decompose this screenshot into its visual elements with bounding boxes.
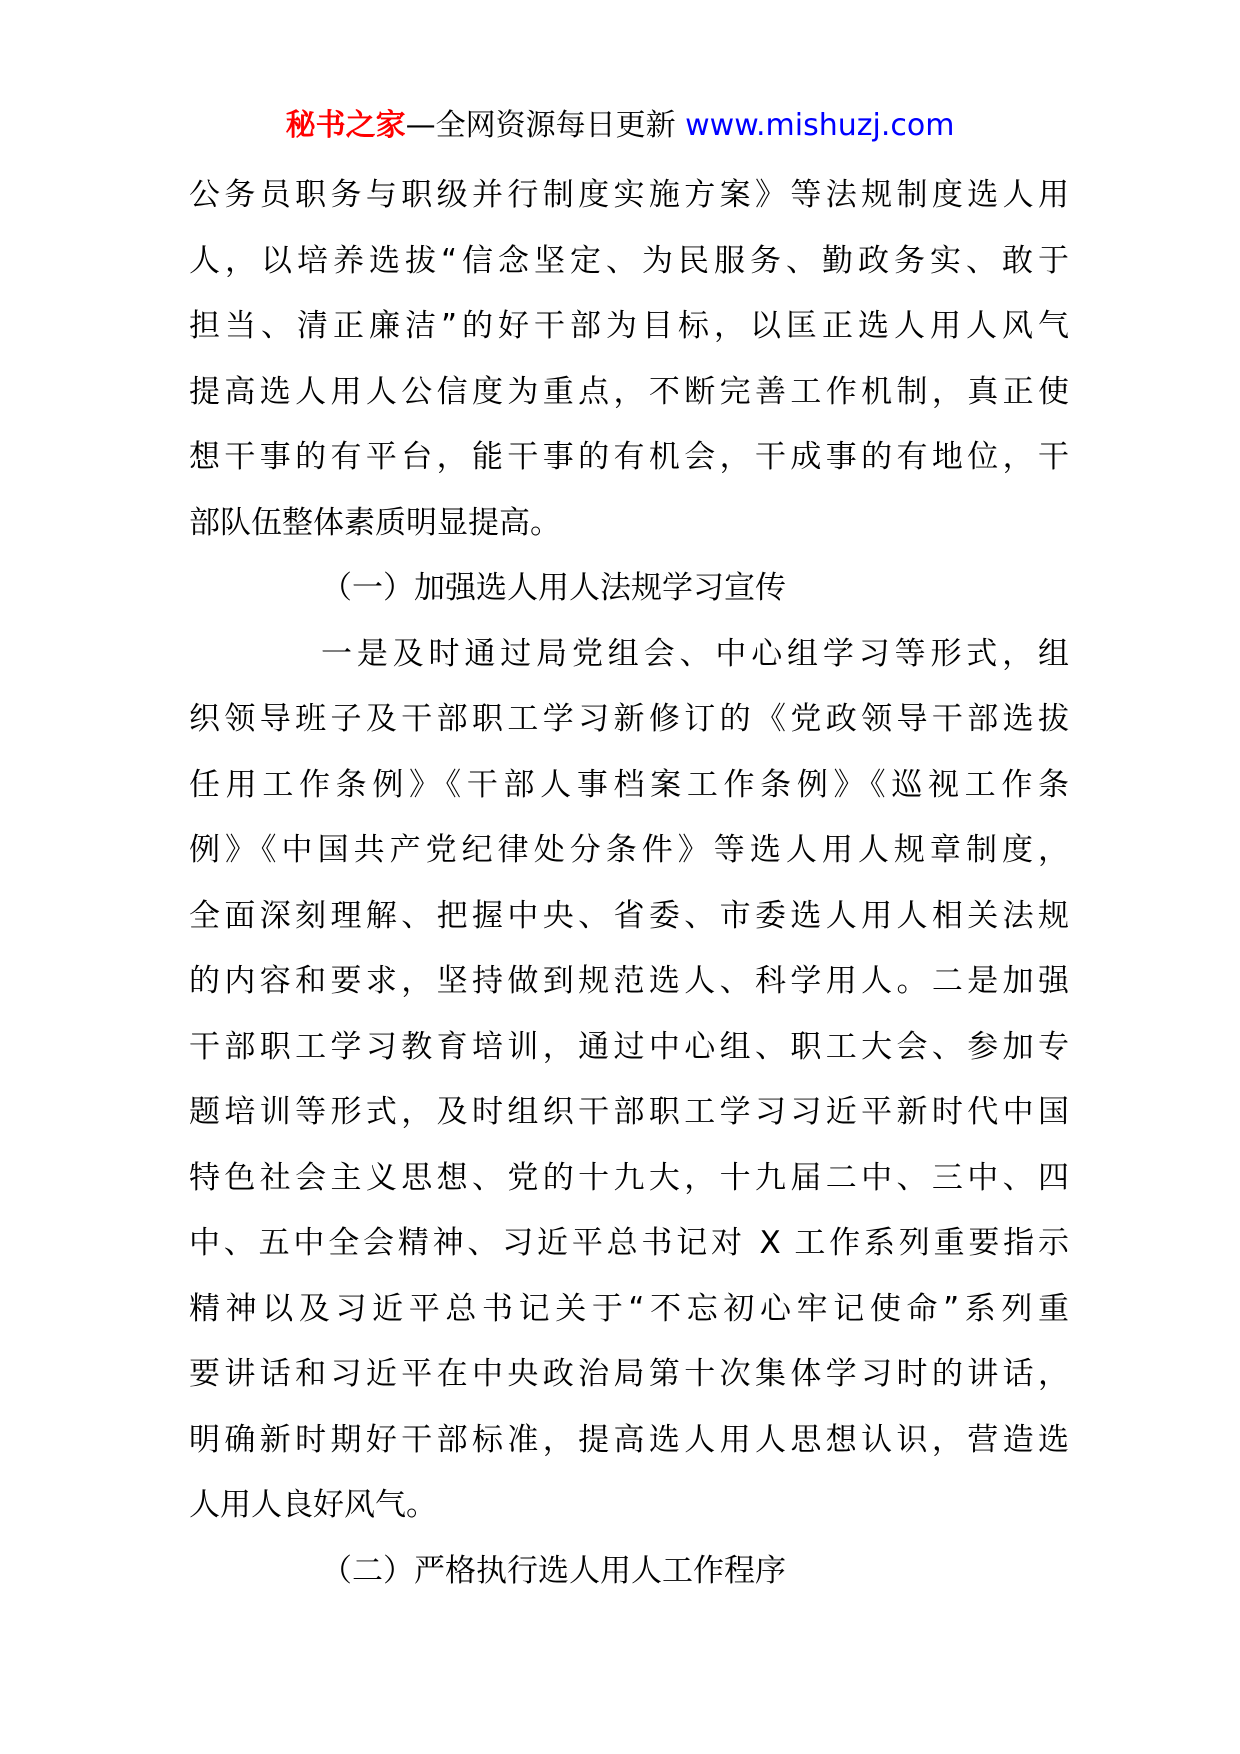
paragraph-line: 织领导班子及干部职工学习新修订的《党政领导干部选拔: [189, 701, 1069, 737]
paragraph-line: 干部职工学习教育培训，通过中心组、职工大会、参加专: [189, 1028, 1069, 1065]
paragraph-line: 担当、清正廉洁”的好干部为目标，以匡正选人用人风气: [189, 308, 1069, 344]
paragraph-line: 人用人良好风气。: [189, 1487, 437, 1523]
paragraph-line: 全面深刻理解、把握中央、省委、市委选人用人相关法规: [189, 897, 1069, 934]
paragraph-line: 中、五中全会精神、习近平总书记对 X 工作系列重要指示: [189, 1225, 1069, 1261]
site-tagline: —全网资源每日更新: [405, 108, 686, 143]
document-body: [189, 163, 1069, 1604]
paragraph-line: 公务员职务与职级并行制度实施方案》等法规制度选人用: [189, 177, 1069, 213]
paragraph-line: 的内容和要求，坚持做到规范选人、科学用人。二是加强: [189, 963, 1069, 999]
paragraph-line: 特色社会主义思想、党的十九大，十九届二中、三中、四: [189, 1159, 1069, 1196]
paragraph-line: 题培训等形式，及时组织干部职工学习习近平新时代中国: [189, 1094, 1069, 1130]
paragraph-line: 人，以培养选拔“信念坚定、为民服务、勤政务实、敢于: [189, 242, 1069, 279]
paragraph-line: 想干事的有平台，能干事的有机会，干成事的有地位，干: [189, 439, 1069, 475]
site-url-link[interactable]: www.mishuzj.com: [685, 108, 955, 143]
paragraph-line: 精神以及习近平总书记关于“不忘初心牢记使命”系列重: [189, 1290, 1069, 1327]
paragraph-line: 部队伍整体素质明显提高。: [189, 504, 561, 541]
paragraph-line: 任用工作条例》《干部人事档案工作条例》《巡视工作条: [189, 766, 1069, 803]
paragraph-line: 一是及时通过局党组会、中心组学习等形式，组: [321, 635, 1069, 672]
paragraph-line: 例》《中国共产党纪律处分条件》等选人用人规章制度，: [189, 832, 1069, 868]
paragraph-line: 要讲话和习近平在中央政治局第十次集体学习时的讲话，: [189, 1356, 1069, 1392]
section-heading-1: （一）加强选人用人法规学习宣传: [321, 570, 786, 606]
paragraph-line: 明确新时期好干部标准，提高选人用人思想认识，营造选: [189, 1421, 1069, 1458]
paragraph-line: 提高选人用人公信度为重点，不断完善工作机制，真正使: [189, 373, 1069, 410]
page-header: [0, 98, 1240, 154]
section-heading-2: （二）严格执行选人用人工作程序: [321, 1552, 786, 1589]
site-brand: 秘书之家: [285, 108, 406, 143]
